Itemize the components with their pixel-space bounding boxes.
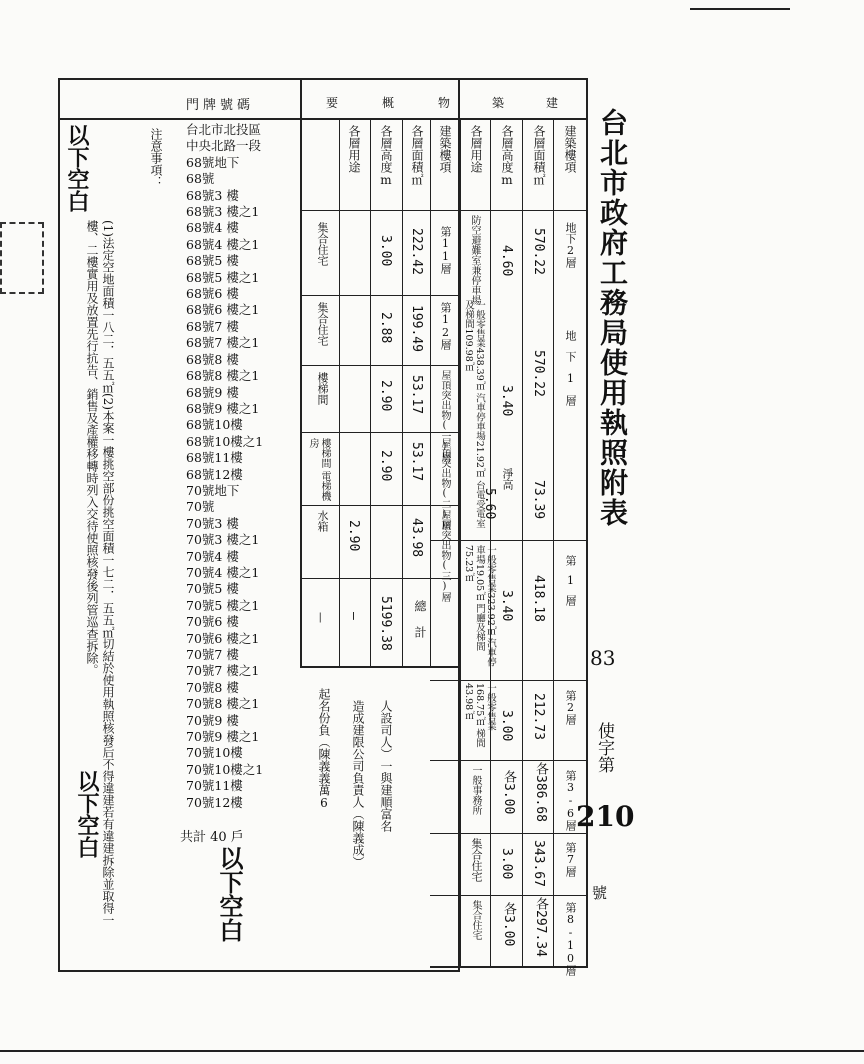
lower-area-2: 199.49 xyxy=(409,305,424,352)
overview-char-3: 物 xyxy=(438,96,451,110)
address-item: 70號11樓 xyxy=(186,778,243,794)
address-item: 70號10樓之1 xyxy=(186,761,264,777)
row-label-floor-2: 建築樓項 xyxy=(438,125,452,173)
address-header: 門牌號碼 xyxy=(186,98,255,113)
permit-mid: 使字第 xyxy=(594,722,614,773)
lower-use-4: 樓梯間 電梯機房 xyxy=(307,438,330,502)
upper-area-5: 各386.68 xyxy=(533,762,548,822)
permit-suffix: 號 xyxy=(592,884,608,902)
upper-net-label: 淨高 xyxy=(501,468,514,490)
lower-height-5: 2.90 xyxy=(346,520,361,552)
address-item: 70號7 樓之1 xyxy=(186,663,260,679)
address-table-divider xyxy=(300,78,302,668)
address-item: 68號8 樓 xyxy=(186,351,239,367)
address-item: 70號3 樓 xyxy=(186,515,239,531)
upper-use-4: 一般零售業168.75㎡ 梯間43.98㎡ xyxy=(463,683,496,748)
row-label-area: 各層面積㎡ xyxy=(532,125,546,185)
address-item: 68號5 樓之1 xyxy=(186,269,260,285)
address-item: 68號10樓 xyxy=(186,417,243,433)
upper-floor-4: 第2層 xyxy=(564,690,577,725)
header-divider xyxy=(58,118,460,120)
permit-number: 210 xyxy=(576,800,635,833)
upper-area-2: 570.22 xyxy=(531,350,546,397)
row-label-height-2: 各層高度m xyxy=(379,125,393,187)
upper-height-7: 各3.00 xyxy=(501,902,516,947)
row-label-floor: 建築樓項 xyxy=(563,125,577,173)
upper-floor-3: 第1層 xyxy=(564,555,577,614)
row-label-use: 各層用途 xyxy=(469,125,483,173)
upper-use-6: 集合住宅 xyxy=(470,838,483,882)
address-item: 70號10樓 xyxy=(186,745,243,761)
lower-height-4: 2.90 xyxy=(378,450,393,482)
lower-floor-1: 第11層 xyxy=(439,226,452,274)
address-item: 68號11樓 xyxy=(186,450,243,466)
address-item: 68號7 樓 xyxy=(186,318,239,334)
seal-stamp xyxy=(0,222,44,294)
address-item: 68號地下 xyxy=(186,154,240,170)
lower-area-6: 5199.38 xyxy=(378,596,393,651)
address-item: 70號 xyxy=(186,499,215,515)
upper-use-2: 一般零售業438.39㎡ 汽車停車場21.92㎡ 台電受電室及梯間109.98㎡ xyxy=(463,300,485,528)
applicant-col1: 起名份負（陳義義萬6 xyxy=(317,688,331,810)
lower-area-5: 43.98 xyxy=(409,518,424,558)
lower-floor-5: 屋頂突出物(三)層 xyxy=(439,510,450,602)
upper-height-3: 3.40 xyxy=(499,590,514,622)
address-item: 70號4 樓之1 xyxy=(186,564,260,580)
address-item: 68號7 樓之1 xyxy=(186,335,260,351)
handwritten-blank-bottom: 以下空白 xyxy=(215,846,244,942)
address-item: 70號8 樓 xyxy=(186,679,239,695)
row-label-use-2: 各層用途 xyxy=(347,125,361,173)
address-item: 70號9 樓之1 xyxy=(186,729,260,745)
upper-use-1: 防空避難室兼停車場 xyxy=(469,215,480,305)
upper-table-frame xyxy=(430,78,588,968)
upper-area-3: 418.18 xyxy=(531,575,546,622)
upper-floor-1: 地下2層 xyxy=(564,222,577,268)
address-item: 68號3 樓之1 xyxy=(186,204,260,220)
lower-height-1: 3.00 xyxy=(378,235,393,267)
address-item: 68號 xyxy=(186,171,215,187)
upper-height-4: 3.00 xyxy=(499,710,514,742)
address-item: 68號10樓之1 xyxy=(186,433,264,449)
corner-mark xyxy=(690,8,790,10)
address-item: 68號6 樓 xyxy=(186,286,239,302)
lower-height-6: — xyxy=(346,612,361,620)
upper-use-7: 集合住宅 xyxy=(470,900,481,940)
address-item: 70號7 樓 xyxy=(186,647,239,662)
upper-floor-5: 第3-6層 xyxy=(564,770,577,831)
upper-use-3: 一般零售業323.92㎡ 汽車停車場19.05㎡ 門廳及梯間75.23㎡ xyxy=(463,545,496,667)
row-label-height: 各層高度m xyxy=(500,125,514,187)
lower-area-1: 222.42 xyxy=(409,228,424,275)
address-item: 70號5 樓 xyxy=(186,581,239,597)
address-item: 台北市北投區 xyxy=(186,122,262,137)
address-item: 68號9 樓 xyxy=(186,384,239,400)
upper-height-2: 3.40 xyxy=(499,385,514,417)
row-label-area-2: 各層面積㎡ xyxy=(410,125,424,185)
address-item: 70號地下 xyxy=(186,482,240,498)
address-item: 68號6 樓之1 xyxy=(186,302,260,318)
overview-char-5: 建 xyxy=(546,96,559,110)
upper-area-6: 343.67 xyxy=(531,840,546,887)
upper-area-1: 570.22 xyxy=(531,228,546,275)
address-item: 68號5 樓 xyxy=(186,253,239,269)
upper-floor-7: 第8-10層 xyxy=(564,902,577,976)
upper-floor-6: 第7層 xyxy=(564,842,577,877)
upper-height-1: 4.60 xyxy=(499,245,514,277)
upper-area-4: 212.73 xyxy=(531,693,546,740)
address-item: 70號4 樓 xyxy=(186,548,239,564)
upper-height-6: 3.00 xyxy=(499,848,514,880)
lower-area-3: 53.17 xyxy=(409,375,424,415)
upper-area-7: 各297.34 xyxy=(533,897,548,957)
applicant-col3: 人設司人）一與建順富名 xyxy=(379,700,393,832)
lower-use-5: 水箱 xyxy=(316,510,329,532)
lower-use-6: — xyxy=(314,612,327,623)
address-item: 中央北路一段 xyxy=(186,138,262,154)
lower-use-3: 樓梯間 xyxy=(316,372,329,405)
address-item: 68號12樓 xyxy=(186,466,243,482)
address-item: 70號12樓 xyxy=(186,794,243,810)
lower-area-4: 53.17 xyxy=(409,442,424,482)
handwritten-blank-left: 以下空白 xyxy=(64,124,90,212)
handwritten-blank-mid: 以下空白 xyxy=(74,770,100,858)
address-item: 70號6 樓 xyxy=(186,614,239,630)
address-item: 70號6 樓之1 xyxy=(186,630,260,646)
page-title: 台北市政府工務局使用執照附表 xyxy=(596,108,629,528)
upper-use-5: 一般事務所 xyxy=(470,765,481,815)
address-item: 70號9 樓 xyxy=(186,712,239,728)
lower-height-3: 2.90 xyxy=(378,380,393,412)
overview-char-2: 概 xyxy=(382,96,395,110)
lower-floor-3: 屋頂突出物(一)層 xyxy=(439,370,450,462)
upper-height-5: 各3.00 xyxy=(501,770,516,815)
lower-floor-6: 總計 xyxy=(413,600,427,652)
upper-area-detail: 73.39 xyxy=(531,480,546,520)
upper-net-height: 5.60 xyxy=(482,488,497,520)
applicant-col2: 造成建限公司負責人（陳義成） xyxy=(351,700,365,868)
upper-floor-2: 地下1層 xyxy=(564,330,577,416)
lower-height-2: 2.88 xyxy=(378,312,393,344)
overview-char-4: 築 xyxy=(492,96,505,110)
lower-use-1: 集合住宅 xyxy=(316,222,329,266)
address-item: 70號8 樓之1 xyxy=(186,696,260,712)
notes-heading: 注意事項： xyxy=(149,128,163,188)
total-units: 共計 40 戶 xyxy=(180,830,244,845)
lower-use-2: 集合住宅 xyxy=(316,302,329,346)
address-item: 68號8 樓之1 xyxy=(186,368,260,384)
address-list xyxy=(186,122,296,811)
address-item: 68號3 樓 xyxy=(186,187,239,203)
overview-char-1: 要 xyxy=(326,96,339,110)
address-item: 70號5 樓之1 xyxy=(186,597,260,613)
lower-floor-4: 屋頂突出物(二)層 xyxy=(439,438,450,530)
lower-floor-2: 第12層 xyxy=(439,302,452,350)
notes-text: (1)法定空地面積一八二．五五㎡(2)本案一樓挑空部份挑空面積一七二．五五㎡切結於使用執照核發后不得違建若有違建拆除並取得一樓、二樓實用及放置先行抗告、銷售及產權移轉時列入交待使照核發後列管巡查拆除。 xyxy=(85,220,115,926)
bottom-edge xyxy=(0,1050,864,1052)
address-item: 68號4 樓 xyxy=(186,220,239,236)
address-item: 68號9 樓之1 xyxy=(186,400,260,416)
permit-prefix: 83 xyxy=(590,646,616,670)
address-item: 68號4 樓之1 xyxy=(186,236,260,252)
address-item: 70號3 樓之1 xyxy=(186,532,260,548)
